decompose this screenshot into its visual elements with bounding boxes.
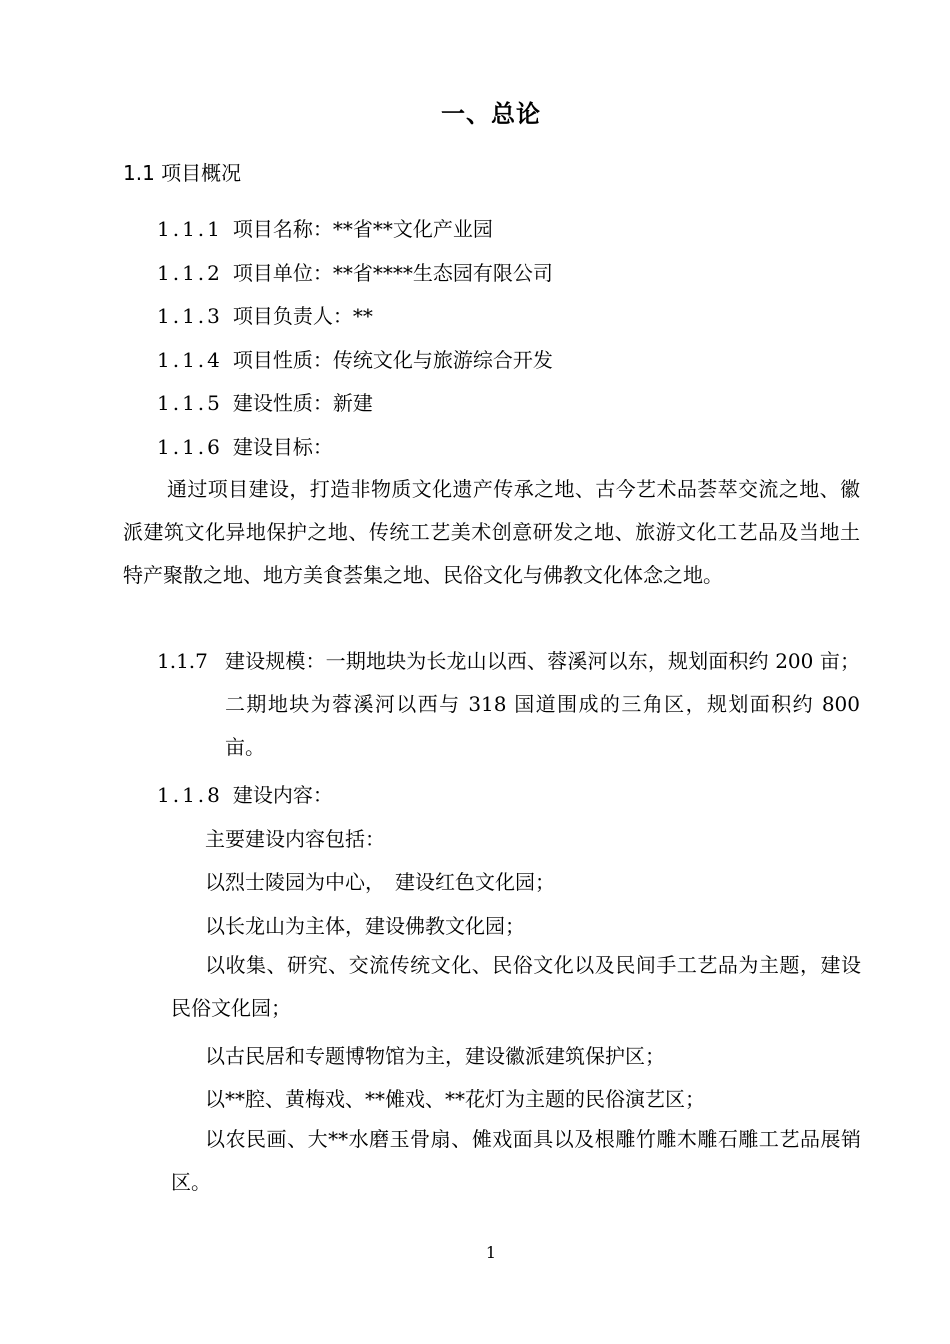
item-project-name (157, 213, 493, 242)
chapter-title: 一、总论 (441, 100, 541, 128)
item-number: 1.1.3 (157, 304, 223, 328)
item-project-unit (157, 257, 553, 286)
item-number: 1.1.6 (157, 435, 223, 459)
item-number: 1.1.1 (157, 217, 223, 241)
item-text: 建设目标： (232, 435, 333, 459)
content-line: 以古民居和专题博物馆为主，建设徽派建筑保护区； (205, 1044, 665, 1068)
item-number: 1.1.5 (157, 391, 223, 415)
content-paragraph: 以收集、研究、交流传统文化、民俗文化以及民间手工艺品为主题，建设民俗文化园； (171, 953, 861, 1020)
section-title: 1.1 项目概况 (123, 161, 242, 185)
item-text: 建设内容： (232, 783, 333, 807)
item-text: 项目名称：**省**文化产业园 (232, 217, 493, 241)
item-scale-number: 1.1.7 (157, 649, 208, 673)
item-text: 项目负责人：** (232, 304, 373, 328)
item-project-leader (157, 300, 373, 329)
content-line: 主要建设内容包括： (205, 827, 385, 851)
item-text: 项目单位：**省****生态园有限公司 (232, 261, 553, 285)
item-construction-goal (157, 431, 333, 460)
content-line: 以烈士陵园为中心， 建设红色文化园； (205, 870, 555, 894)
item-number: 1.1.4 (157, 348, 223, 372)
goal-paragraph: 通过项目建设，打造非物质文化遗产传承之地、古今艺术品荟萃交流之地、徽派建筑文化异地保护之地、传统工艺美术创意研发之地、旅游文化工艺品及当地土特产聚散之地、地方美食荟集之地、民俗文化与佛教文化体念之地。 (123, 477, 860, 587)
content-line: 以**腔、黄梅戏、**傩戏、**花灯为主题的民俗演艺区； (205, 1087, 705, 1111)
item-number: 1.1.2 (157, 261, 223, 285)
item-text: 建设性质：新建 (232, 391, 373, 415)
scale-text: 建设规模：一期地块为长龙山以西、蓉溪河以东，规划面积约 200 亩；二期地块为蓉溪河以西与 318 国道围成的三角区，规划面积约 800 亩。 (225, 649, 860, 759)
content-line: 以长龙山为主体，建设佛教文化园； (205, 914, 525, 938)
content-paragraph: 以农民画、大**水磨玉骨扇、傩戏面具以及根雕竹雕木雕石雕工艺品展销区。 (171, 1127, 861, 1194)
item-text: 项目性质：传统文化与旅游综合开发 (232, 348, 553, 372)
item-project-nature (157, 344, 553, 373)
page-number: 1 (485, 1243, 497, 1262)
item-construction-nature (157, 387, 373, 416)
item-number: 1.1.8 (157, 783, 223, 807)
scale-paragraph (225, 640, 860, 769)
item-content (157, 779, 333, 808)
